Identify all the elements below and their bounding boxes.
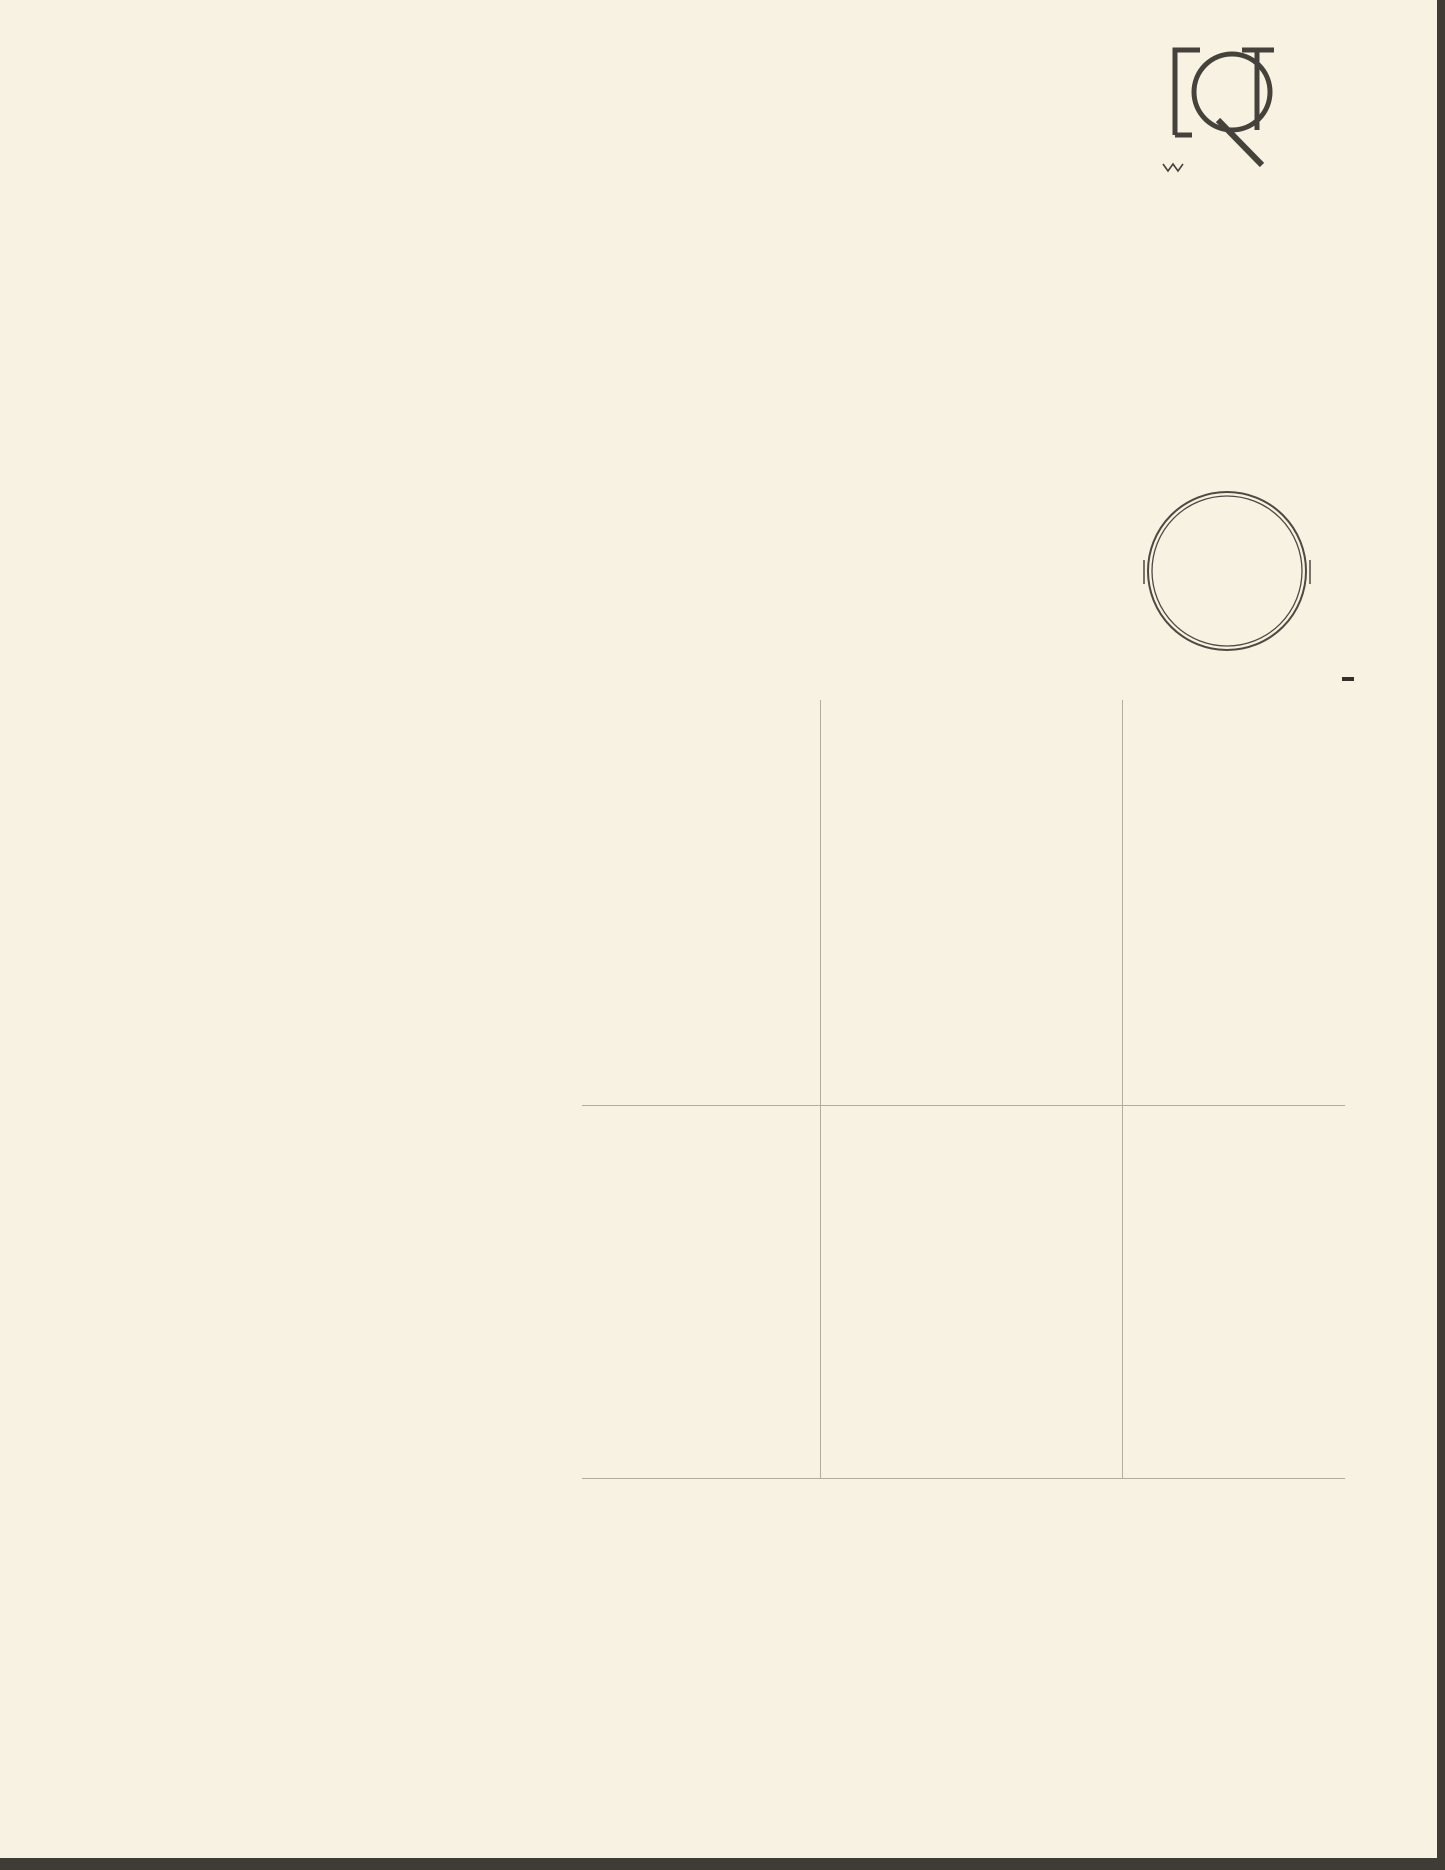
chart-separator-v2 xyxy=(1122,700,1123,1478)
scan-edge-bottom xyxy=(0,1858,1445,1870)
base-badge xyxy=(1342,677,1354,681)
chart-separator-h2 xyxy=(582,1478,1345,1479)
chart-separator-v1 xyxy=(820,700,821,1478)
tube-socket-diagram xyxy=(1142,486,1312,656)
roetest-logo xyxy=(1160,38,1345,178)
chart-separator-h1 xyxy=(582,1105,1345,1106)
scan-edge-right xyxy=(1437,0,1445,1870)
